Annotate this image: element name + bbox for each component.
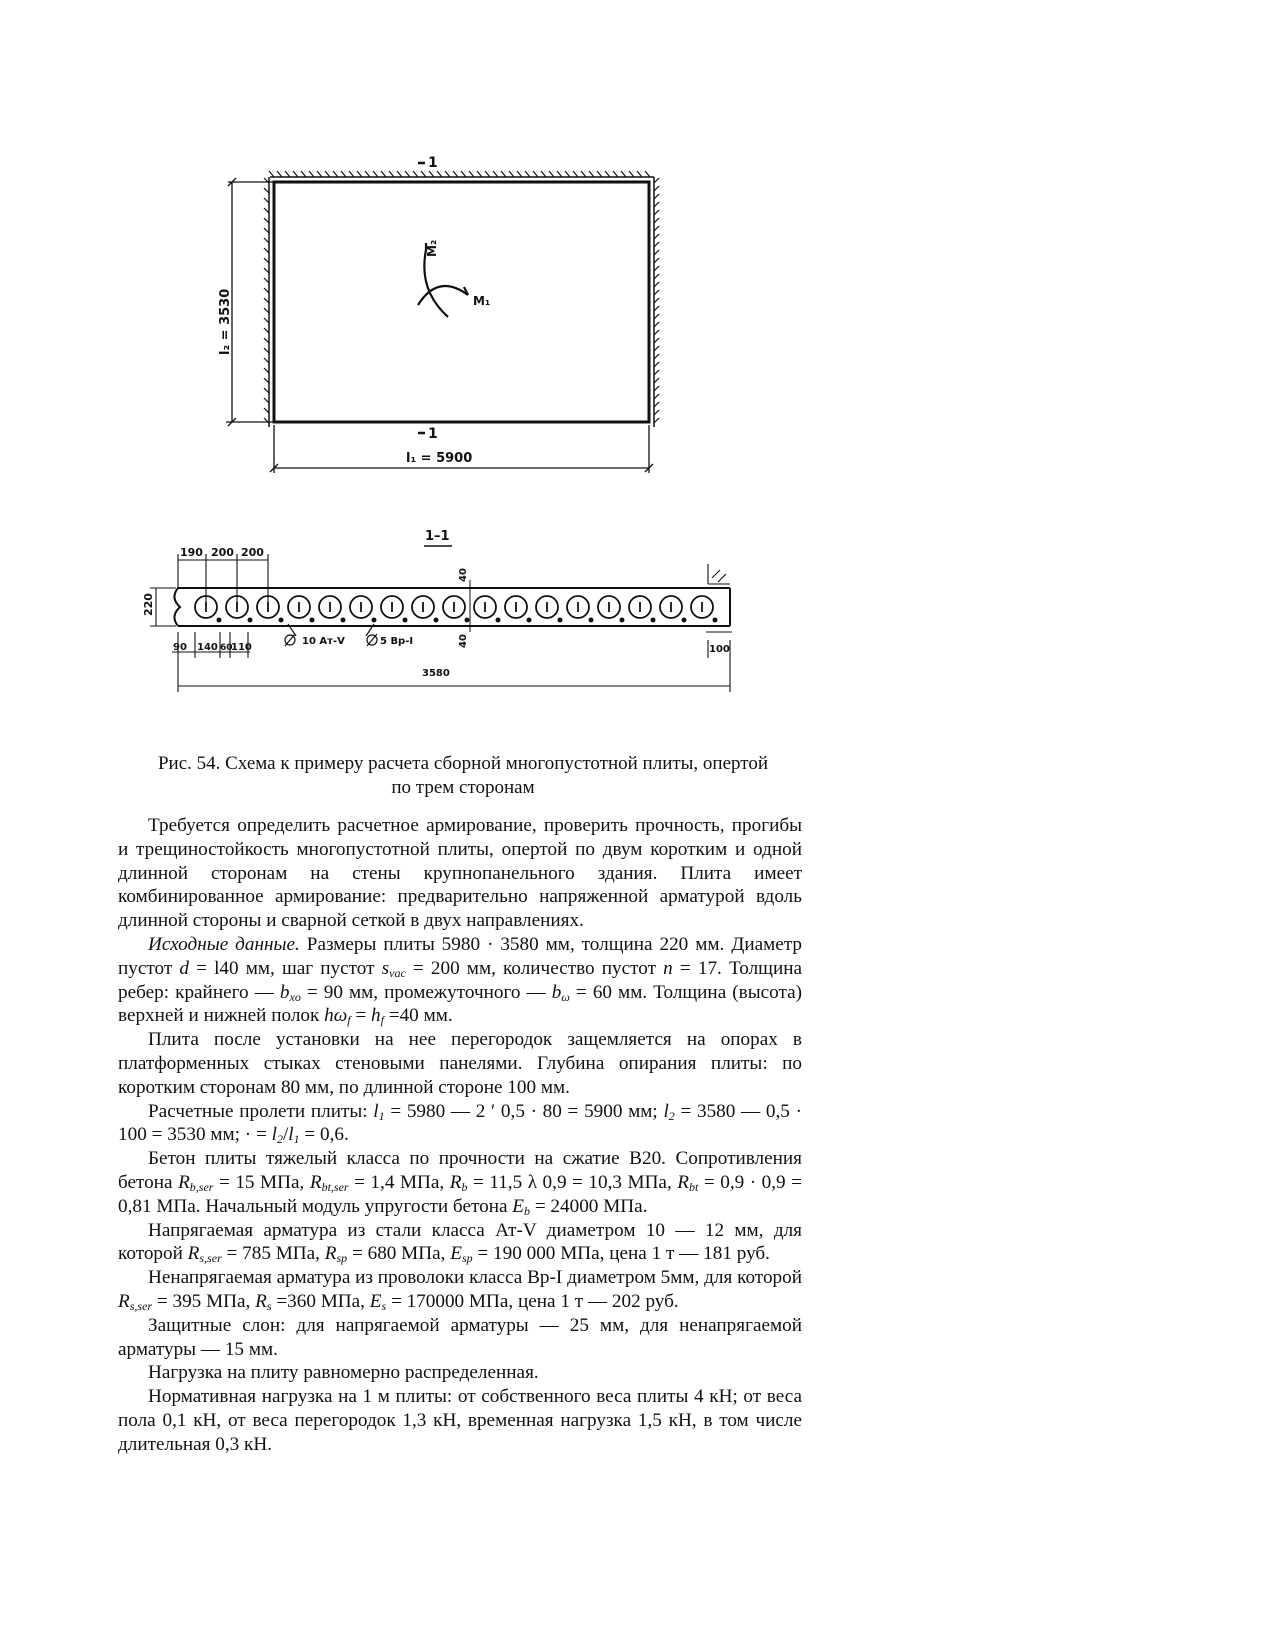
moment-m1: M₁ <box>473 294 491 308</box>
rebar-at-label: 10 Aт-V <box>302 636 345 647</box>
paragraph-3: Плита после установки на нее перегородок защемляется на опорах в платформенных стыках стеновыми панелями. Глубина опирания плиты: по коротким сторонам 80 мм, по длинной стороне 100 мм. <box>118 1029 802 1098</box>
dim-l2: l₂ = 3530 <box>218 288 233 355</box>
dim-100: 100 <box>709 644 730 655</box>
section-mark-bottom: 1 <box>428 426 438 442</box>
slab-plan-drawing <box>220 155 700 495</box>
rebar-bp-label: 5 Вр-I <box>380 636 414 647</box>
body-text <box>118 814 802 1457</box>
paragraph-6: Напрягаемая арматура из стали класса Ат-V диаметром 10 — 12 мм, для которой $R_{s,ser} = 785$ МПа, $R_{sp} = 680$ МПа, $E_{sp} = 190$ 000 МПа, цена 1 т — 181 руб. <box>118 1219 802 1266</box>
paragraph-7: Ненапрягаемая арматура из проволоки класса Вр-I диаметром 5мм, для которой $R_{s,ser} = 395$ МПа, $R_s =360$ МПа, $E_s = 170000$ МПа, цена 1 т — 202 руб. <box>118 1267 802 1313</box>
slab-outline <box>274 182 649 422</box>
dim-220: 220 <box>142 593 155 616</box>
lead-label: Исходные данные. <box>148 933 300 955</box>
paragraph-2: Исходные данные. Размеры плиты 5980 · 3580 мм, толщина 220 мм. Диаметр пустот d = l40 мм, шаг пустот $s_{vac} = 200$ мм, количество пустот n = 17. Толщина ребер: крайнего — $b_{xo} = 90$ мм, промежуточного — $b_\omega = 60$ мм. Толщина (высота) верхней и нижней полок $h\omega_f = h_f =40$ мм. <box>118 933 803 1028</box>
moment-m2: M₂ <box>425 239 439 257</box>
dim-90: 90 <box>173 642 187 653</box>
paragraph-9: Нагрузка на плиту равномерно распределенная. <box>148 1362 539 1384</box>
caption-line-1: Рис. 54. Схема к примеру расчета сборной многопустотной плиты, опертой <box>157 753 769 774</box>
section-mark-top: 1 <box>428 155 438 171</box>
caption-line-2: по трем сторонам <box>391 777 535 798</box>
dim-190: 190 <box>180 546 203 559</box>
paragraph-8: Защитные слон: для напрягаемой арматуры — 25 мм, для ненапрягаемой арматуры — 15 мм. <box>118 1314 802 1360</box>
slab-section-drawing <box>140 529 780 740</box>
paragraph-1: Требуется определить расчетное армирование, проверить прочность, прогибы и трещиностойкость многопустотной плиты, опертой по двум коротким и одной длинной сторонам на стены крупнопанельного здания. Плита имеет комбинированное армирование: предварительно напряженной арматурой вдоль длинной стороны и сварной сеткой в двух направлениях. <box>118 815 802 932</box>
dim-200b: 200 <box>241 546 264 559</box>
dim-200a: 200 <box>211 546 234 559</box>
figure-caption <box>118 752 808 800</box>
mid-mark-bottom: 40 <box>458 634 469 648</box>
dim-3580: 3580 <box>422 668 450 679</box>
paragraph-10: Нормативная нагрузка на 1 м плиты: от собственного веса плиты 4 кН; от веса пола 0,1 кН, от веса перегородок 1,3 кН, временная нагрузка 1,5 кН, в том числе длительная 0,3 кН. <box>118 1386 802 1455</box>
paragraph-5: Бетон плиты тяжелый класса по прочности на сжатие B20. Сопротивления бетона $R_{b,ser} = 15$ МПа, $R_{bt,ser} = 1,4$ МПа, $R_b = 11,5$ λ 0,9 = 10,3 МПа, $R_{bt} = 0,9 \cdot 0,9 = 0,81$ МПа. Начальный модуль упругости бетона $E_b = 24000$ МПа. <box>118 1148 802 1218</box>
dim-l1: l₁ = 5900 <box>406 451 473 466</box>
dim-140: 140 <box>197 642 218 653</box>
paragraph-4: Расчетные пролети плиты: $l_1 = 5980$ — 2 ′ 0,5 · 80 = 5900 мм; $l_2 = 3580$ — 0,5 · 100 = 3530 мм; · = $l_2/l_1 = 0,6$. <box>118 1100 802 1147</box>
dim-60: 60 <box>220 643 233 653</box>
mid-mark-top: 40 <box>458 568 469 582</box>
dim-110: 110 <box>231 642 252 653</box>
section-title: 1–1 <box>425 529 450 544</box>
